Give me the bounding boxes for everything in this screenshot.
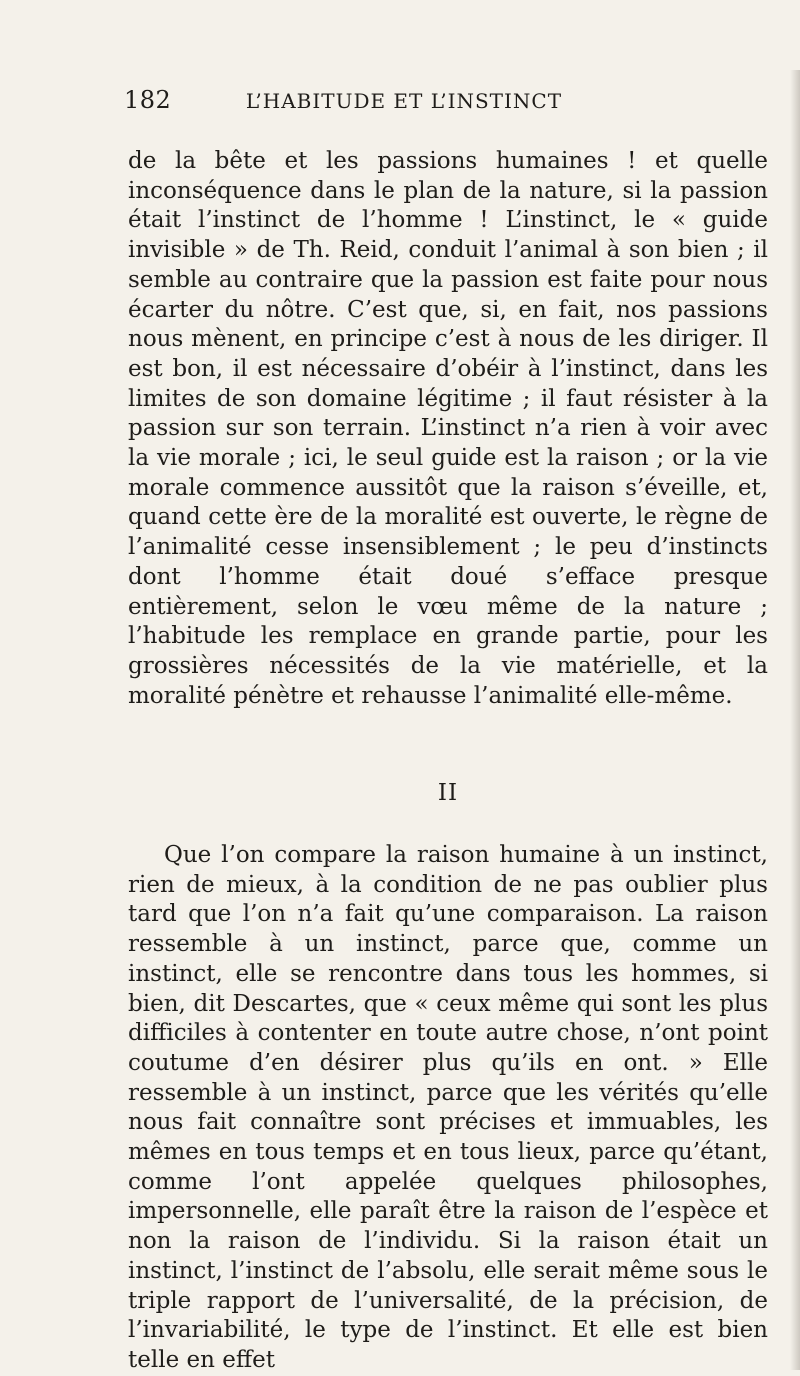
- page-number: 182: [124, 86, 172, 114]
- section-numeral: II: [437, 780, 459, 806]
- paragraph-section-two: Que l’on compare la raison humaine à un instinct, rien de mieux, à la condition de ne pas oublier plus tard que l’on n’a fait qu’une comparaison. La raison ressemble à un instinct, parce que, comme un instinct, elle se rencontre dans tous les hommes, si bien, dit Descartes, que « ceux même qui sont les plus difficiles à contenter en toute autre chose, n’ont point coutume d’en désirer plus qu’ils en ont. » Elle ressemble à un instinct, parce que les vérités qu’elle nous fait connaître sont précises et immuables, les mêmes en tous temps et en tous lieux, parce qu’étant, comme l’ont appelée quelques philosophes, impersonnelle, elle paraît être la raison de l’espèce et non la raison de l’individu. Si la raison était un instinct, l’instinct de l’absolu, elle serait même sous le triple rapport de l’universalité, de la précision, de l’invariabilité, le type de l’instinct. Et elle est bien telle en effet: [128, 842, 768, 1373]
- running-title: L’HABITUDE ET L’INSTINCT: [245, 89, 563, 113]
- page-edge-shadow: [790, 70, 800, 1370]
- paragraph-continued: de la bête et les passions humaines ! et quelle inconséquence dans le plan de la nature, si la passion était l’instinct de l’homme ! L’instinct, le « guide invisible » de Th. Reid, conduit l’animal à son bien ; il semble au contraire que la passion est faite pour nous écarter du nôtre. C’est que, si, en fait, nos passions nous mènent, en principe c’est à nous de les diriger. Il est bon, il est nécessaire d’obéir à l’instinct, dans les limites de son domaine légitime ; il faut résister à la passion sur son terrain. L’instinct n’a rien à voir avec la vie morale ; ici, le seul guide est la raison ; or la vie morale commence aussitôt que la raison s’éveille, et, quand cette ère de la moralité est ouverte, le règne de l’animalité cesse insensiblement ; le peu d’instincts dont l’homme était doué s’efface presque entièrement, selon le vœu même de la nature ; l’habitude les remplace en grande partie, pour les grossières nécessités de la vie matérielle, et la moralité pénètre et rehausse l’animalité elle-même.: [128, 148, 768, 709]
- page-header: [124, 86, 684, 120]
